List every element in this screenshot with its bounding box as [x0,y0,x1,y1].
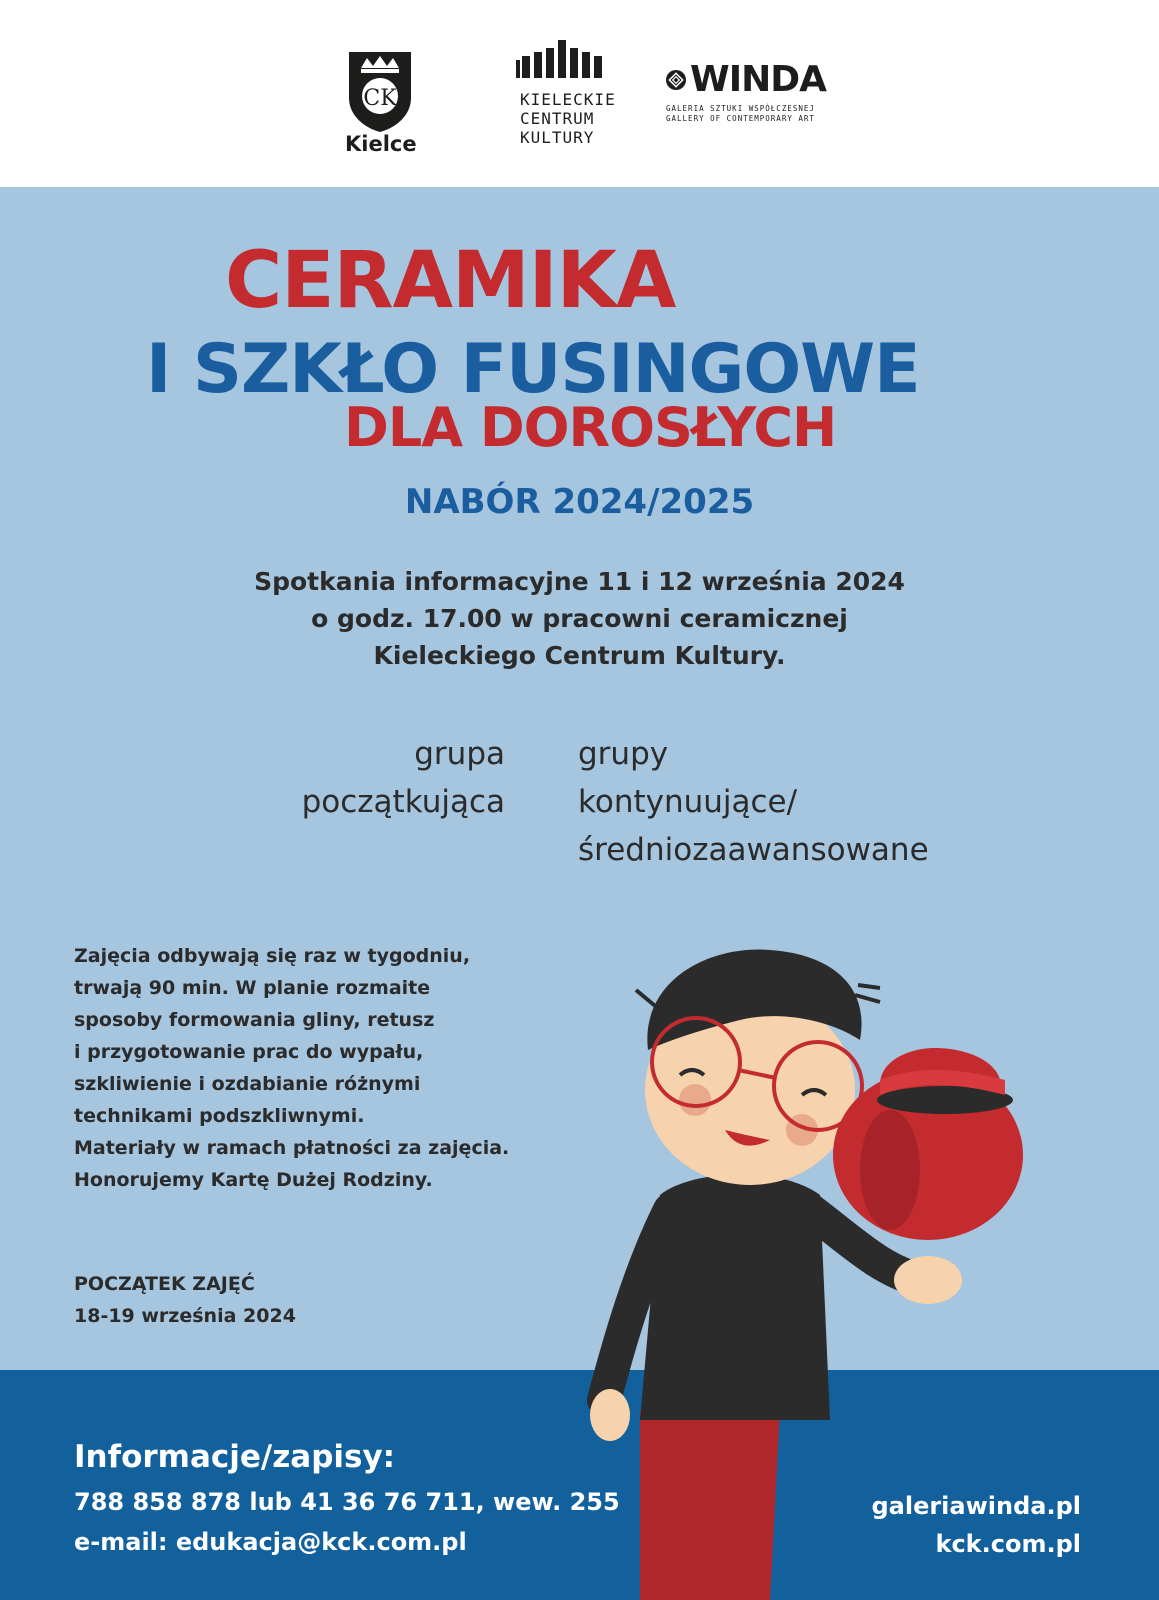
description-line: szkliwienie i ozdabianie różnymi [74,1073,421,1095]
kck-name [516,90,616,147]
start-label: POCZĄTEK ZAJĘĆ [74,1273,255,1295]
kck-logo [516,38,616,147]
info-meetings [0,563,1159,674]
description-line: i przygotowanie prac do wypału, [74,1041,424,1063]
title-ceramika: CERAMIKA [225,236,676,326]
winda-logo [666,59,826,124]
winda-subtitle-en: GALLERY OF CONTEMPORARY ART [666,114,815,123]
winda-subtitle-pl: GALERIA SZTUKI WSPÓŁCZESNEJ [666,104,815,113]
footer-website-winda: galeriawinda.pl [871,1492,1081,1520]
class-description [74,940,634,1196]
kielce-logo [345,50,415,156]
description-line: Honorujemy Kartę Dużej Rodziny. [74,1169,433,1191]
description-line: technikami podszkliwnymi. [74,1105,365,1127]
footer-heading: Informacje/zapisy: [74,1439,396,1475]
start-dates: 18-19 września 2024 [74,1305,296,1327]
group-beginner-line-2: początkująca [301,784,505,820]
group-continuing-line-1: grupy [578,736,669,772]
description-line: Zajęcia odbywają się raz w tygodniu, [74,945,471,967]
kielce-city-label: Kielce [345,132,417,156]
info-line-3: Kieleckiego Centrum Kultury. [373,641,786,670]
description-line: trwają 90 min. W planie rozmaite [74,977,431,999]
title-szklo: I SZKŁO FUSINGOWE [146,330,920,409]
footer-email: e-mail: edukacja@kck.com.pl [74,1528,467,1556]
kielce-crest-icon [345,50,415,134]
group-continuing-line-3: średniozaawansowane [578,832,929,868]
group-beginner [302,730,505,826]
title-nabor: NABÓR 2024/2025 [404,482,755,522]
group-continuing-line-2: kontynuujące/ [578,784,798,820]
description-line: Materiały w ramach płatności za zajęcia. [74,1137,510,1159]
logo-bar [0,0,1159,187]
winda-name: WINDA [690,59,826,100]
winda-subtitle [666,104,826,124]
footer-website-kck: kck.com.pl [935,1530,1081,1558]
title-dla-doroslych: DLA DOROSŁYCH [344,396,837,459]
kck-line-3: KULTURY [520,128,595,147]
info-line-1: Spotkania informacyjne 11 i 12 września 2024 [254,567,905,596]
building-icon [516,38,606,78]
classes-start [74,1268,296,1332]
group-continuing [578,730,929,874]
kck-line-1: KIELECKIE [520,90,616,109]
kck-line-2: CENTRUM [520,109,595,128]
info-line-2: o godz. 17.00 w pracowni ceramicznej [311,604,848,633]
kielce-monogram: CK [363,86,397,111]
group-beginner-line-1: grupa [414,736,505,772]
footer-phone: 788 858 878 lub 41 36 76 711, wew. 255 [74,1488,620,1516]
description-line: sposoby formowania gliny, retusz [74,1009,435,1031]
winda-mark-icon [666,63,686,97]
